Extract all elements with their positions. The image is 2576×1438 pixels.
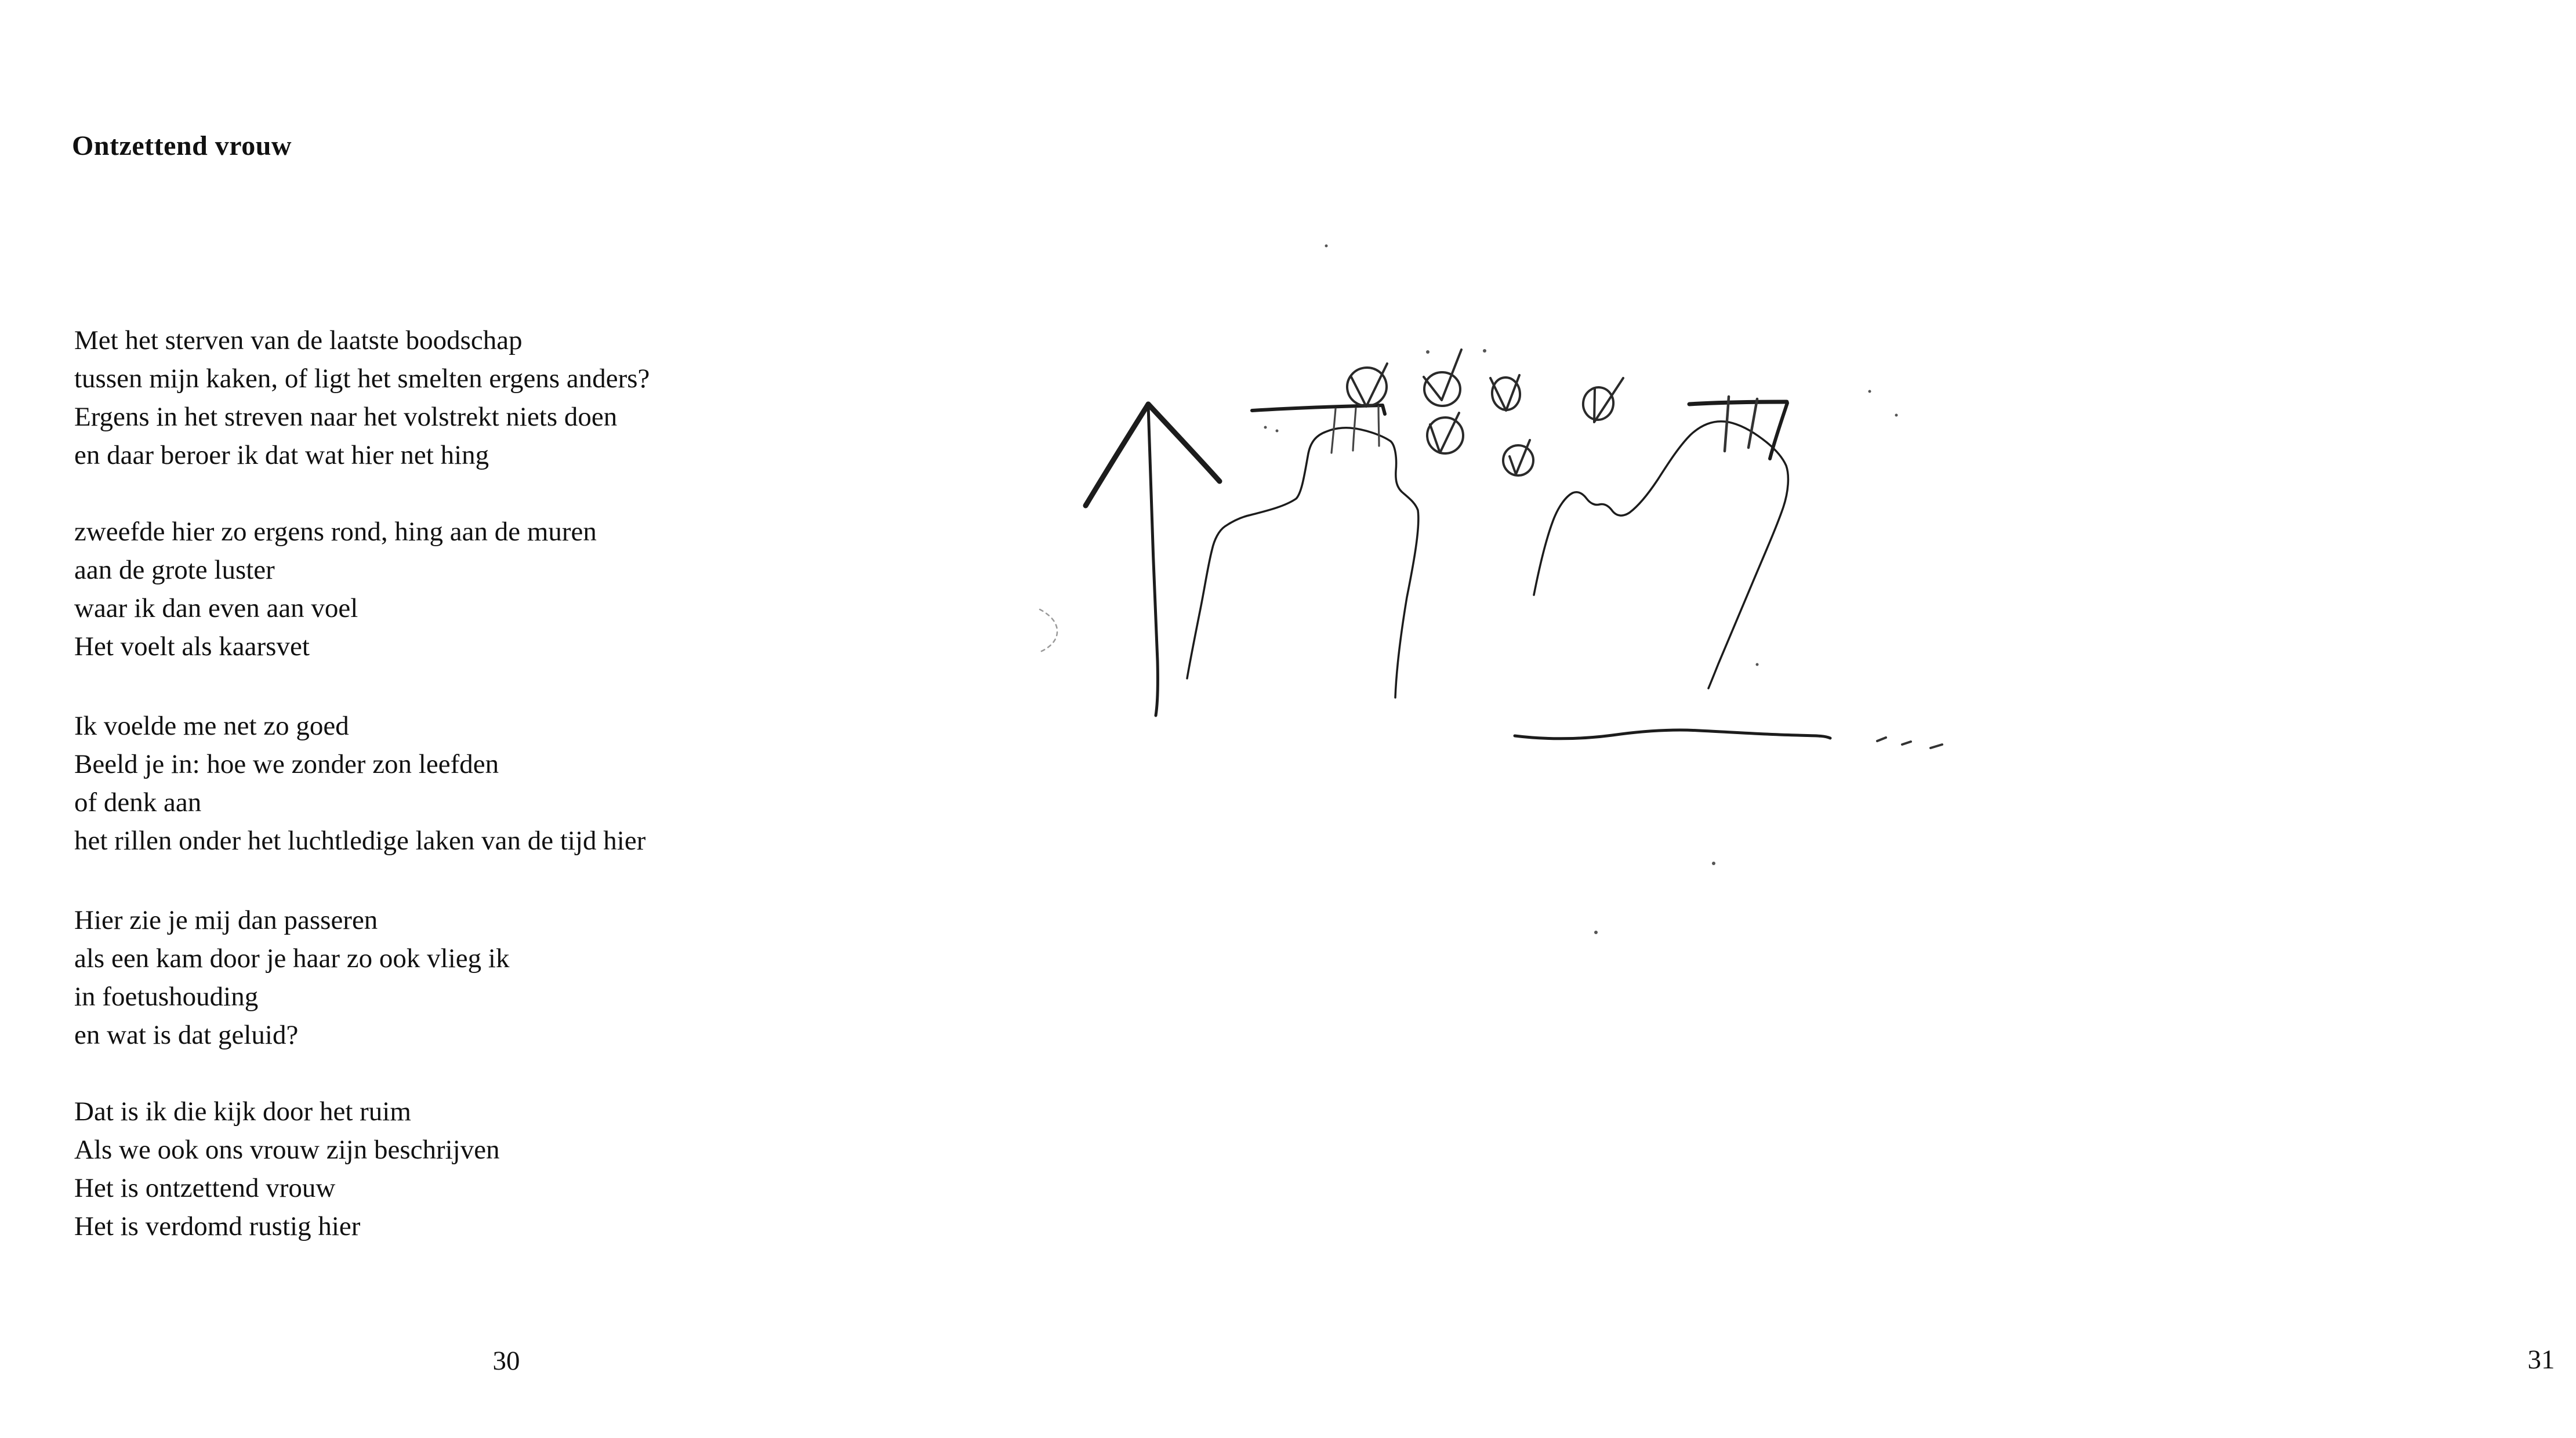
poem-line: of denk aan (74, 787, 202, 818)
check-mark (1430, 413, 1459, 453)
right-tally-stroke (1725, 397, 1729, 451)
ground-line-sketch (1515, 730, 1830, 739)
arrow-shaft (1148, 406, 1158, 716)
ticked-circle-sketch (1490, 375, 1522, 411)
circle-outline (1501, 444, 1535, 477)
ink-specks (1264, 245, 1898, 935)
ticked-circle-sketch (1581, 378, 1623, 422)
poem-line: en wat is dat geluid? (74, 1020, 299, 1050)
poem-line: in foetushouding (74, 982, 259, 1012)
poem-line: Als we ook ons vrouw zijn beschrijven (74, 1135, 500, 1165)
right-tally-stroke (1770, 403, 1787, 459)
poem-line: waar ik dan even aan voel (74, 593, 358, 623)
poem-line: tussen mijn kaken, of ligt het smelten ergens anders? (74, 364, 650, 394)
right-figure-sketch (1534, 397, 1788, 688)
gutter-curve-mark (1040, 609, 1057, 652)
right-figure-outline (1534, 422, 1788, 688)
right-tally-stroke (1748, 399, 1757, 448)
ink-speck (1895, 414, 1898, 417)
poem-line: Dat is ik die kijk door het ruim (74, 1096, 411, 1127)
poem-line: en daar beroer ik dat wat hier net hing (74, 440, 489, 470)
poem-line: Hier zie je mij dan passeren (74, 905, 378, 935)
poem-line: Het voelt als kaarsvet (74, 631, 310, 662)
poem-line: Ergens in het streven naar het volstrekt niets doen (74, 402, 618, 432)
left-figure-sketch (1187, 405, 1418, 698)
ticked-circle-sketch (1426, 413, 1464, 455)
left-tally-stroke (1378, 406, 1379, 446)
poem-line: zweefde hier zo ergens rond, hing aan de muren (74, 517, 597, 547)
poem-line: Het is verdomd rustig hier (74, 1211, 361, 1241)
page-number-right: 31 (2527, 1345, 2555, 1375)
ink-speck (1276, 430, 1279, 433)
dash-marks (1877, 738, 1942, 748)
circle-outline (1426, 416, 1464, 455)
poem-line: het rillen onder het luchtledige laken van de tijd hier (74, 826, 646, 856)
poem-line: Het is ontzettend vrouw (74, 1173, 336, 1203)
up-arrow-sketch (1086, 404, 1220, 716)
ticked-circle-sketch (1501, 440, 1535, 477)
poem-line: Met het sterven van de laatste boodschap (74, 325, 523, 355)
poem-line: als een kam door je haar zo ook vlieg ik (74, 943, 510, 974)
page-number-left: 30 (492, 1346, 520, 1376)
ink-speck (1712, 862, 1715, 865)
ink-speck (1483, 349, 1486, 353)
check-mark (1424, 350, 1461, 400)
ticked-circle-sketch (1423, 350, 1462, 408)
arrow-right-wing (1148, 404, 1220, 481)
right-tally-bar (1689, 402, 1787, 404)
poem-line: aan de grote luster (74, 555, 275, 585)
poem-title: Ontzettend vrouw (72, 130, 292, 161)
ink-speck (1426, 350, 1430, 354)
ink-speck (1264, 426, 1267, 429)
left-tally-stroke (1331, 409, 1336, 453)
dash-mark (1902, 742, 1911, 745)
arrow-left-wing (1086, 404, 1148, 506)
circle-outline (1423, 371, 1462, 407)
ink-speck (1594, 931, 1598, 934)
left-figure-outline (1187, 428, 1418, 698)
poem-line: Ik voelde me net zo goed (74, 711, 349, 741)
dash-mark (1931, 745, 1942, 748)
ink-speck (1325, 245, 1328, 248)
ticked-circle-sketch (1345, 364, 1389, 408)
ink-speck (1868, 390, 1871, 393)
dash-mark (1877, 738, 1886, 741)
poem-line: Beeld je in: hoe we zonder zon leefden (74, 749, 499, 779)
ink-speck (1756, 663, 1759, 666)
